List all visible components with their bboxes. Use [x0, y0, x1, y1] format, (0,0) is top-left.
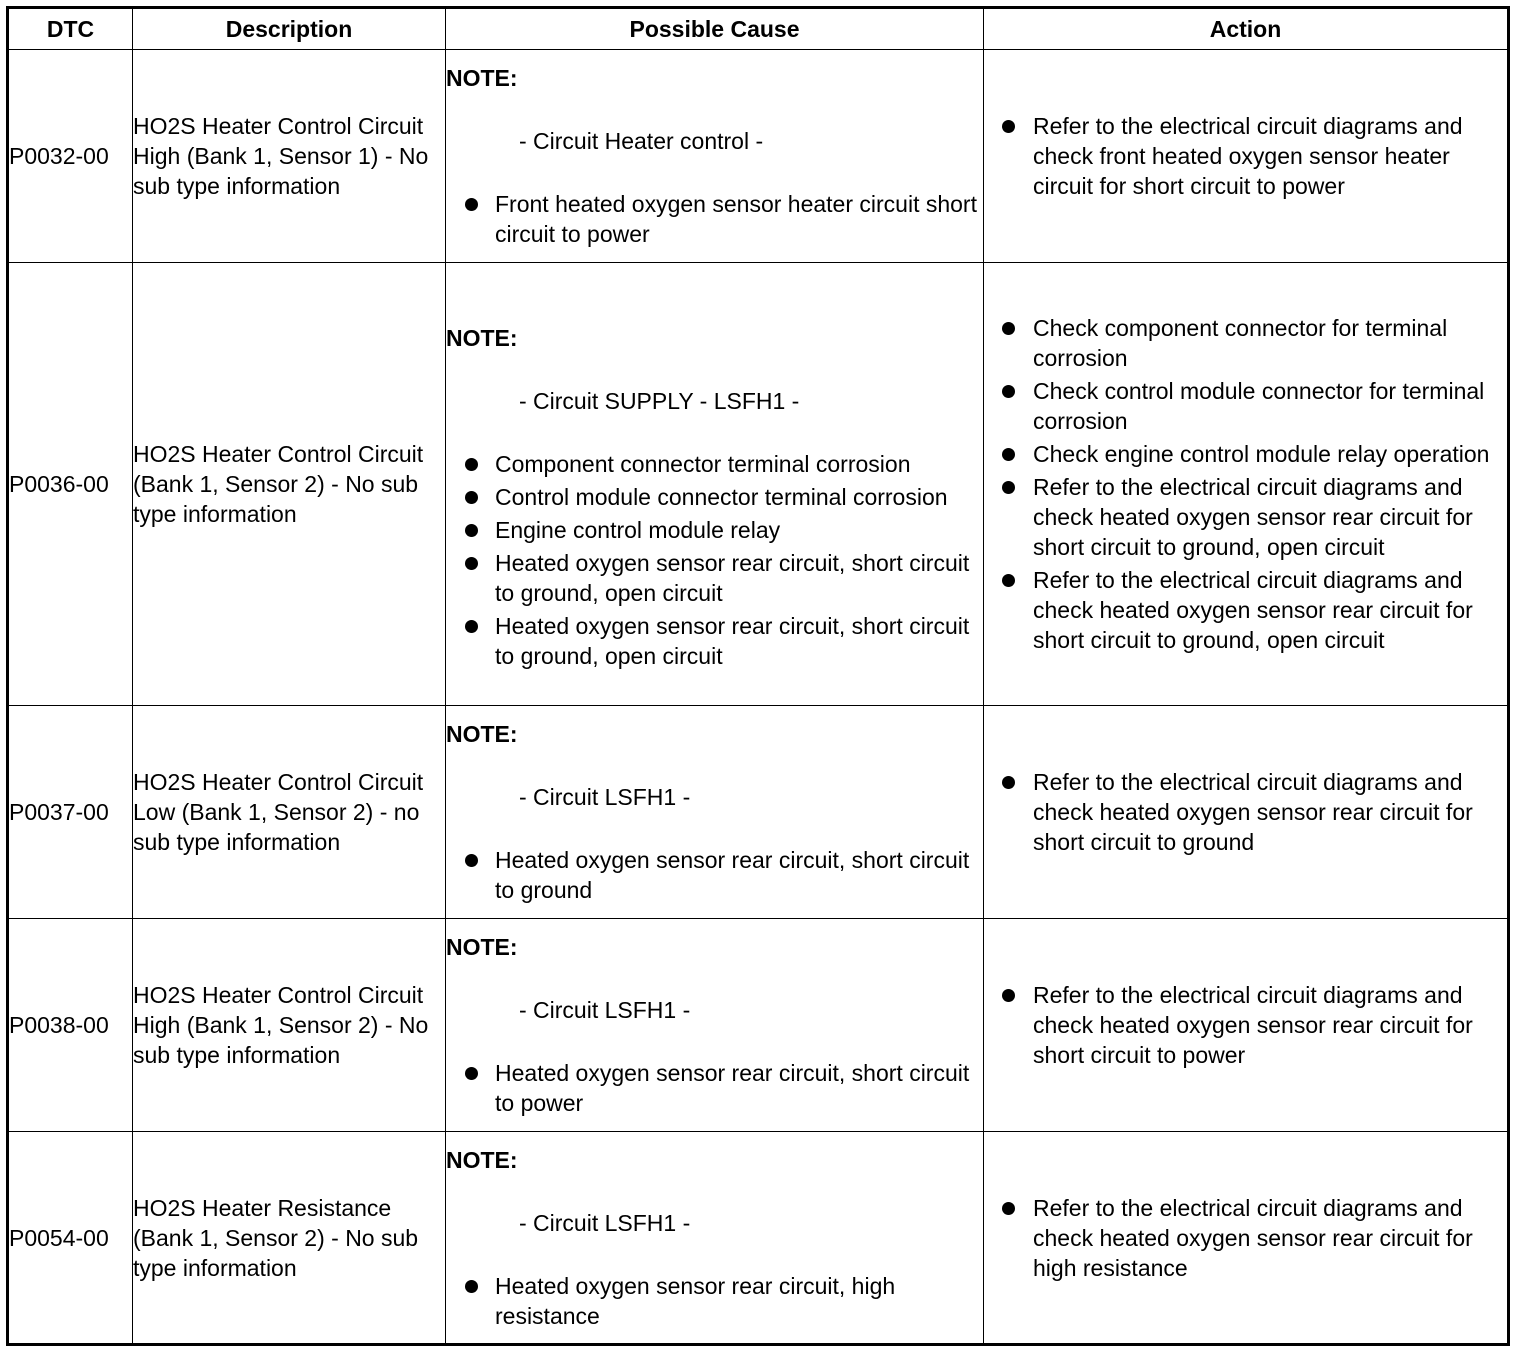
- header-possible-cause: Possible Cause: [446, 8, 984, 50]
- note-label: NOTE:: [446, 934, 518, 960]
- cause-list: [446, 449, 983, 671]
- header-dtc: DTC: [8, 8, 133, 50]
- cause-item: Component connector terminal corrosion: [446, 449, 983, 479]
- cause-list: [446, 845, 983, 905]
- action-item: Check engine control module relay operation: [984, 439, 1507, 469]
- action-item: Refer to the electrical circuit diagrams and check heated oxygen sensor rear circuit for high resistance: [984, 1193, 1507, 1283]
- table-row: [8, 706, 1509, 919]
- action-item: Check component connector for terminal corrosion: [984, 313, 1507, 373]
- note-label: NOTE:: [446, 1146, 518, 1173]
- dtc-code: P0038-00: [8, 919, 133, 1132]
- action-item: Refer to the electrical circuit diagrams and check front heated oxygen sensor heater circuit for short circuit to power: [984, 111, 1507, 201]
- action-list: [984, 313, 1507, 655]
- circuit-name: - Circuit LSFH1 -: [519, 784, 691, 810]
- cause-item: Front heated oxygen sensor heater circuit short circuit to power: [446, 189, 983, 249]
- possible-cause-cell: [446, 1132, 984, 1345]
- possible-cause-cell: [446, 706, 984, 919]
- action-list: [984, 980, 1507, 1070]
- dtc-description: HO2S Heater Control Circuit Low (Bank 1, Sensor 2) - no sub type information: [133, 706, 446, 919]
- cause-item: Heated oxygen sensor rear circuit, short circuit to ground, open circuit: [446, 548, 983, 608]
- action-item: Check control module connector for terminal corrosion: [984, 376, 1507, 436]
- action-cell: [984, 1132, 1509, 1345]
- cause-item: Heated oxygen sensor rear circuit, short circuit to power: [446, 1058, 983, 1118]
- cause-list: [446, 189, 983, 249]
- cause-list: [446, 1058, 983, 1118]
- note-label: NOTE:: [446, 721, 518, 747]
- dtc-code: P0036-00: [8, 263, 133, 706]
- action-list: [984, 111, 1507, 201]
- possible-cause-cell: [446, 263, 984, 706]
- dtc-code: P0037-00: [8, 706, 133, 919]
- action-cell: [984, 263, 1509, 706]
- action-cell: [984, 50, 1509, 263]
- cause-item: Engine control module relay: [446, 515, 983, 545]
- circuit-name: - Circuit SUPPLY - LSFH1 -: [519, 388, 800, 414]
- dtc-code: P0054-00: [8, 1132, 133, 1345]
- action-item: Refer to the electrical circuit diagrams and check heated oxygen sensor rear circuit for short circuit to ground, open circuit: [984, 565, 1507, 655]
- note-label: NOTE:: [446, 325, 518, 351]
- table-row: [8, 263, 1509, 706]
- header-description: Description: [133, 8, 446, 50]
- dtc-description: HO2S Heater Resistance (Bank 1, Sensor 2) - No sub type information: [133, 1132, 446, 1345]
- cause-item: Heated oxygen sensor rear circuit, short circuit to ground, open circuit: [446, 611, 983, 671]
- header-action: Action: [984, 8, 1509, 50]
- dtc-description: HO2S Heater Control Circuit High (Bank 1, Sensor 1) - No sub type information: [133, 50, 446, 263]
- action-list: [984, 1193, 1507, 1283]
- action-cell: [984, 919, 1509, 1132]
- dtc-description: HO2S Heater Control Circuit (Bank 1, Sensor 2) - No sub type information: [133, 263, 446, 706]
- cause-item: Control module connector terminal corrosion: [446, 482, 983, 512]
- header-row: [8, 8, 1509, 50]
- cause-list: [446, 1271, 983, 1331]
- action-list: [984, 767, 1507, 857]
- circuit-name: - Circuit LSFH1 -: [519, 1209, 691, 1236]
- circuit-name: - Circuit Heater control -: [519, 128, 764, 154]
- dtc-table: [6, 6, 1510, 1346]
- note-label: NOTE:: [446, 65, 518, 91]
- table-row: [8, 919, 1509, 1132]
- action-item: Refer to the electrical circuit diagrams and check heated oxygen sensor rear circuit for short circuit to power: [984, 980, 1507, 1070]
- cause-item: Heated oxygen sensor rear circuit, short circuit to ground: [446, 845, 983, 905]
- action-cell: [984, 706, 1509, 919]
- dtc-code: P0032-00: [8, 50, 133, 263]
- action-item: Refer to the electrical circuit diagrams and check heated oxygen sensor rear circuit for short circuit to ground: [984, 767, 1507, 857]
- possible-cause-cell: [446, 50, 984, 263]
- action-item: Refer to the electrical circuit diagrams and check heated oxygen sensor rear circuit for short circuit to ground, open circuit: [984, 472, 1507, 562]
- circuit-name: - Circuit LSFH1 -: [519, 997, 691, 1023]
- table-row: [8, 50, 1509, 263]
- possible-cause-cell: [446, 919, 984, 1132]
- table-row: [8, 1132, 1509, 1345]
- dtc-description: HO2S Heater Control Circuit High (Bank 1, Sensor 2) - No sub type information: [133, 919, 446, 1132]
- cause-item: Heated oxygen sensor rear circuit, high resistance: [446, 1271, 983, 1331]
